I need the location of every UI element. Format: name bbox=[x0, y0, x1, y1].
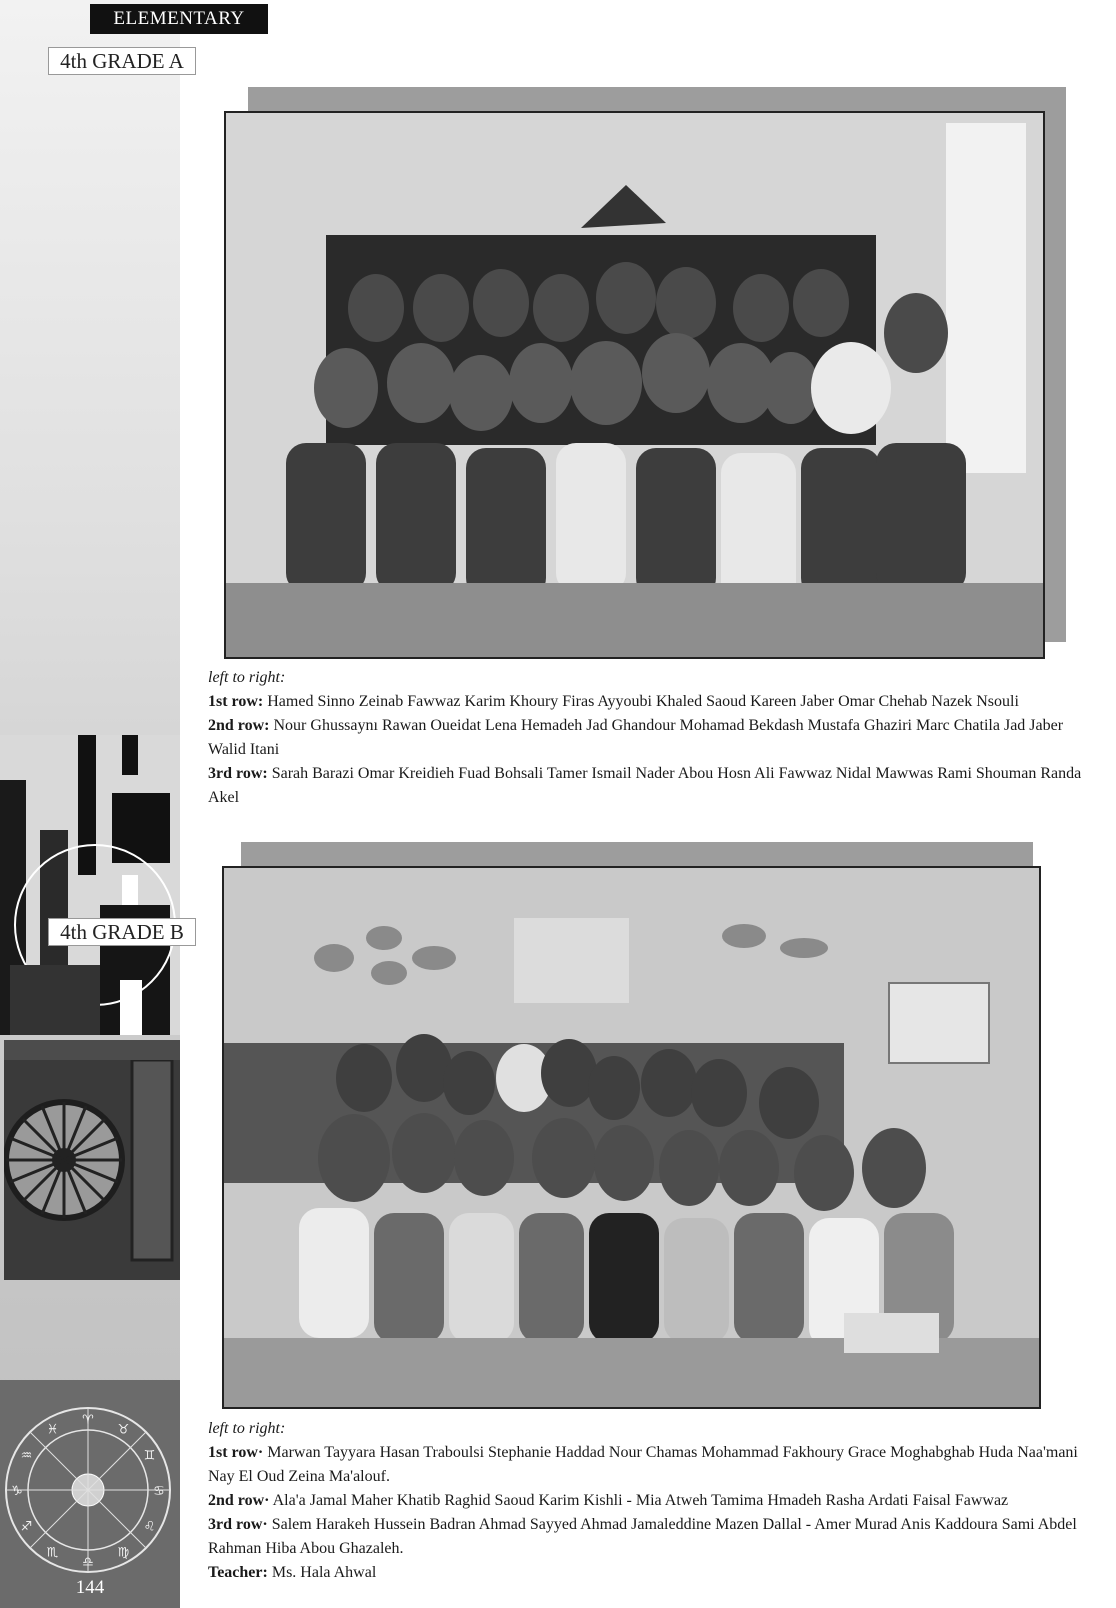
caption-grade-a bbox=[208, 666, 1088, 810]
page-number: 144 bbox=[75, 1577, 105, 1598]
teacher-label: Teacher: bbox=[208, 1564, 268, 1581]
caption-grade-b bbox=[208, 1417, 1108, 1585]
caption-row bbox=[208, 690, 1088, 714]
row-names: Sarah Barazi Omar Kreidieh Fuad Bohsali Tamer Ismail Nader Abou Hosn Ali Fawwaz Nidal Mawwas Rami Shouman Randa Akel bbox=[208, 765, 1082, 806]
zodiac-glyph-icon: ♈ bbox=[82, 1413, 94, 1428]
sidebar-collage-clock bbox=[0, 735, 180, 1035]
class-photo-a-image bbox=[226, 113, 1043, 657]
zodiac-glyph-icon: ♋ bbox=[153, 1484, 165, 1499]
section-banner: ELEMENTARY bbox=[90, 4, 268, 34]
row-label: 3rd row· bbox=[208, 1516, 268, 1533]
zodiac-glyph-icon: ♓ bbox=[46, 1422, 59, 1438]
row-names: Hamed Sinno Zeinab Fawwaz Karim Khoury Firas Ayyoubi Khaled Saoud Kareen Jaber Omar Chehab Nazek Nsouli bbox=[267, 693, 1019, 710]
zodiac-glyph-icon: ♎ bbox=[82, 1555, 94, 1570]
sidebar-collage-wheel bbox=[4, 1040, 180, 1280]
zodiac-glyph-icon: ♊ bbox=[143, 1448, 156, 1464]
zodiac-glyph-icon: ♑ bbox=[11, 1484, 23, 1499]
zodiac-glyph-icon: ♏ bbox=[46, 1545, 59, 1561]
row-label: 3rd row: bbox=[208, 765, 268, 782]
zodiac-glyph-icon: ♒ bbox=[20, 1448, 33, 1464]
row-names: Marwan Tayyara Hasan Traboulsi Stephanie Haddad Nour Chamas Mohammad Fakhoury Grace Moghabghab Huda Naa'mani Nay El Oud Zeina Ma'alouf. bbox=[208, 1444, 1078, 1485]
teacher-name: Ms. Hala Ahwal bbox=[271, 1564, 377, 1581]
zodiac-glyph-icon: ♉ bbox=[117, 1422, 130, 1438]
caption-row bbox=[208, 1489, 1108, 1513]
row-label: 2nd row· bbox=[208, 1492, 270, 1509]
grade-a-label: 4th GRADE A bbox=[48, 47, 196, 75]
zodiac-glyph-icon: ♐ bbox=[20, 1519, 33, 1535]
row-label: 2nd row: bbox=[208, 717, 270, 734]
row-label: 1st row: bbox=[208, 693, 264, 710]
row-names: Salem Harakeh Hussein Badran Ahmad Sayyed Ahmad Jamaleddine Mazen Dallal - Amer Murad Anis Kaddoura Sami Abdel Rahman Hiba Abou Ghazaleh. bbox=[208, 1516, 1077, 1557]
grade-b-label: 4th GRADE B bbox=[48, 918, 196, 946]
zodiac-wheel-graphic bbox=[0, 1380, 180, 1608]
teacher-line bbox=[208, 1561, 1108, 1585]
zodiac-glyph-icon: ♌ bbox=[143, 1519, 156, 1535]
caption-row bbox=[208, 1441, 1108, 1489]
caption-intro: left to right: bbox=[208, 669, 286, 686]
class-photo-grade-b bbox=[222, 866, 1041, 1409]
row-names: Nour Ghussaynı Rawan Oueidat Lena Hemadeh Jad Ghandour Mohamad Bekdash Mustafa Ghaziri Marc Chatila Jad Jaber Walid Itani bbox=[208, 717, 1064, 758]
class-photo-grade-a bbox=[224, 111, 1045, 659]
clock-collage-graphic bbox=[0, 735, 180, 1035]
class-photo-b-image bbox=[224, 868, 1039, 1407]
caption-row bbox=[208, 762, 1088, 810]
zodiac-glyph-icon: ♍ bbox=[117, 1545, 130, 1561]
sidebar-collage-zodiac bbox=[0, 1380, 180, 1608]
caption-row bbox=[208, 1513, 1108, 1561]
caption-intro: left to right: bbox=[208, 1420, 286, 1437]
wheel-graphic bbox=[4, 1040, 180, 1280]
caption-row bbox=[208, 714, 1088, 762]
row-label: 1st row· bbox=[208, 1444, 264, 1461]
row-names: Ala'a Jamal Maher Khatib Raghid Saoud Karim Kishli - Mia Atweh Tamima Hmadeh Rasha Ardati Faisal Fawwaz bbox=[272, 1492, 1009, 1509]
